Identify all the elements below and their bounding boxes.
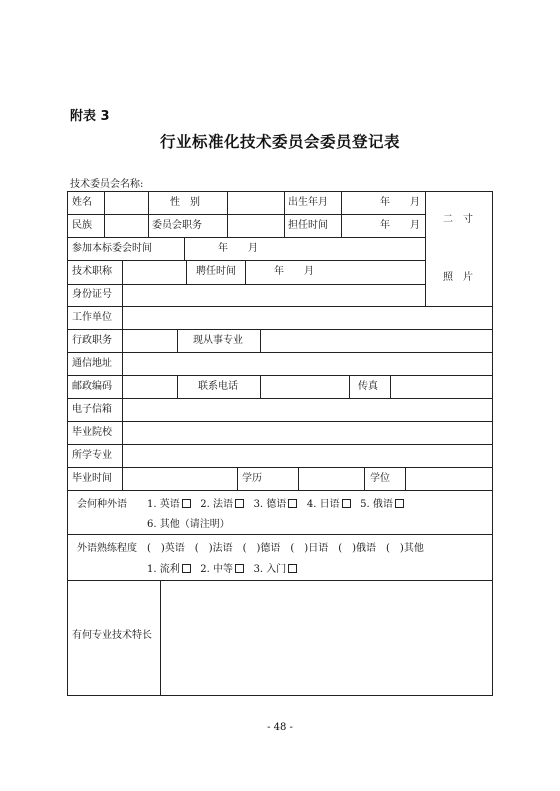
level-fluent: 1. 流利 xyxy=(147,564,180,575)
join-year-month: 年 月 xyxy=(218,243,258,254)
id-number-label: 身份证号 xyxy=(72,289,112,300)
appoint-time-label: 聘任时间 xyxy=(196,266,236,277)
japanese-checkbox[interactable] xyxy=(342,499,351,508)
fax-label: 传真 xyxy=(358,381,378,392)
join-time-label: 参加本标委会时间 xyxy=(72,243,152,254)
appoint-year-month: 年 月 xyxy=(274,266,314,277)
intermediate-checkbox[interactable] xyxy=(235,564,244,573)
committee-name-label: 技术委员会名称: xyxy=(70,179,144,190)
proficiency-languages: ( )英语 ( )法语 ( )德语 ( )日语 ( )俄语 ( )其他 xyxy=(147,543,424,554)
level-beginner: 3. 入门 xyxy=(253,564,287,575)
russian-checkbox[interactable] xyxy=(395,499,404,508)
ethnicity-label: 民族 xyxy=(72,220,92,231)
lang-option-japanese: 4. 日语 xyxy=(306,499,340,510)
birth-date-label: 出生年月 xyxy=(288,197,328,208)
term-time-label: 担任时间 xyxy=(288,220,328,231)
lang-option-other: 6. 其他（请注明） xyxy=(147,519,230,530)
lang-option-english: 1. 英语 xyxy=(147,499,180,510)
tech-title-label: 技术职称 xyxy=(72,266,112,277)
gender-label: 性 别 xyxy=(170,197,200,208)
german-checkbox[interactable] xyxy=(288,499,297,508)
proficiency-label: 外语熟练程度 xyxy=(77,543,137,554)
fluent-checkbox[interactable] xyxy=(182,564,191,573)
language-options xyxy=(147,499,404,511)
term-year-month: 年 月 xyxy=(380,220,420,231)
language-label: 会何种外语 xyxy=(77,499,127,510)
name-label: 姓名 xyxy=(72,197,92,208)
phone-label: 联系电话 xyxy=(198,381,238,392)
level-intermediate: 2. 中等 xyxy=(200,564,234,575)
appendix-label: 附表 3 xyxy=(70,109,110,124)
address-label: 通信地址 xyxy=(72,358,112,369)
school-label: 毕业院校 xyxy=(72,427,112,438)
current-major-label: 现从事专业 xyxy=(193,335,243,346)
photo-label: 照 片 xyxy=(443,272,473,283)
major-label: 所学专业 xyxy=(72,450,112,461)
proficiency-levels xyxy=(147,564,297,576)
beginner-checkbox[interactable] xyxy=(288,564,297,573)
committee-position-label: 委员会职务 xyxy=(152,220,202,231)
education-label: 学历 xyxy=(242,473,262,484)
workplace-label: 工作单位 xyxy=(72,312,112,323)
graduation-time-label: 毕业时间 xyxy=(72,473,112,484)
photo-size-label: 二 寸 xyxy=(443,214,473,225)
birth-year-month: 年 月 xyxy=(380,197,420,208)
page-number: - 48 - xyxy=(267,722,293,733)
degree-label: 学位 xyxy=(370,473,390,484)
specialty-label: 有何专业技术特长 xyxy=(72,630,152,641)
french-checkbox[interactable] xyxy=(235,499,244,508)
lang-option-german: 3. 德语 xyxy=(253,499,287,510)
lang-option-russian: 5. 俄语 xyxy=(360,499,393,510)
admin-position-label: 行政职务 xyxy=(72,335,112,346)
form-title: 行业标准化技术委员会委员登记表 xyxy=(159,133,400,151)
english-checkbox[interactable] xyxy=(182,499,191,508)
email-label: 电子信箱 xyxy=(72,404,112,415)
postcode-label: 邮政编码 xyxy=(72,381,112,392)
lang-option-french: 2. 法语 xyxy=(200,499,234,510)
